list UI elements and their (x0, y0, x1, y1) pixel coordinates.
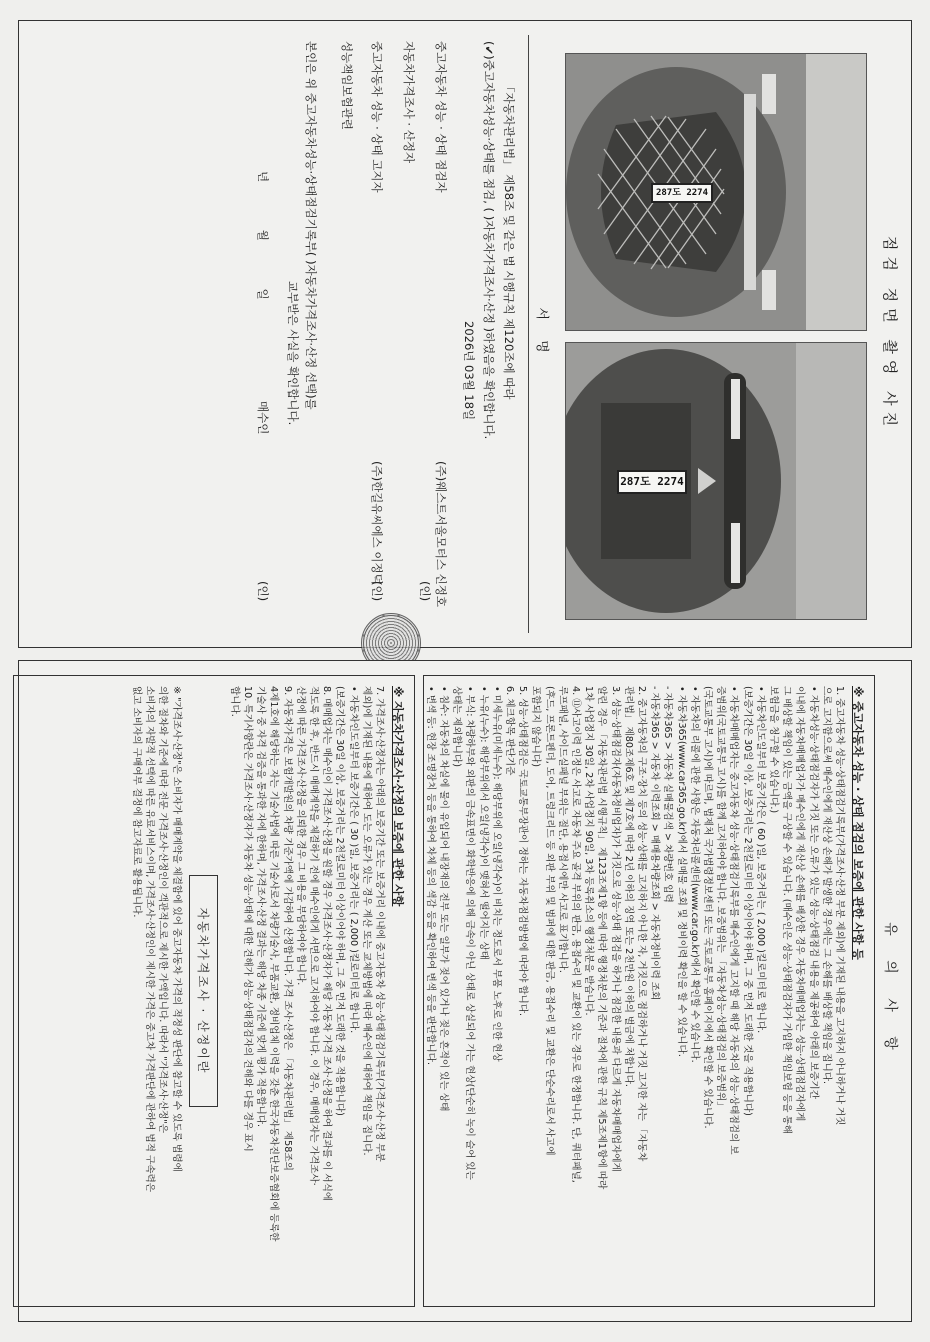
notice-title: 유 의 사 항 (882, 922, 898, 1060)
price-definition-body (130, 686, 183, 1296)
footer-lines-line: ※ "가격조사·산정"은 소비자가 매매계약을 체결함에 있어 중고자동차 가격의 적정성 판단에 참고할 수 있도록 법령에 (170, 686, 182, 1172)
license-plate-upper: 287도 2274 (651, 183, 713, 203)
section1-lines-line: 관리법」 제80조제6호 및 제7호에 따라 2년 이하의 징역 또는 2천만원 이하의 벌금에 처합니다. (622, 686, 634, 1087)
sign-date: 2026년 03월 18일 (462, 321, 476, 421)
front-photo-upper (565, 53, 867, 331)
footer-lines-line: 소비자의 자발적 선택에 따른 유료서비스이며, 가격조사·산정인이 제시한 가격은 중고차 가격판단에 관하여 법적 구속력은 (144, 686, 156, 1193)
section1-lines-line: 6. 체크항목 판단기준 (503, 686, 515, 776)
price-definition-banner: 자동차가격조사 · 산정이란 (189, 875, 218, 1107)
section1-lines-line: • 자동차365(www.car365.go.kr)에서 실매물 조회 및 정비이력 확인을 할 수 있습니다. (675, 686, 687, 1057)
role-inspector-mark: (인) (418, 581, 432, 602)
section1-lines-line: • 침수: 자동차의 차실에 물이 유입되어 내장재의 전부 또는 일부가 젖어 있거나 젖은 흔적이 있는 상태 (437, 686, 449, 1112)
section1-lines-line: • 미세누유(미세누수): 해당부위에 오일(냉각수)이 비치는 정도로서 부품 노후로 인한 현상 (490, 686, 502, 1062)
section1-lines-line: 이내에 자동차매매업자가 매수인에게 재산상 손해를 배상한 경우 자동차매매업자는 성능·상태점검자에게 (794, 686, 806, 1122)
role-inspector-name: (주)웨스트서울모터스 신정호 (434, 461, 448, 607)
section1-lines-line: 4. ⑪사고이력 인정은 사고로 자동차 주요 골격 부위의 판금, 용접수리 및 교환이 있는 경우로 한정합니다. 단, 쿼터패널, (569, 686, 581, 1183)
role-price-label: 자동차가격조사 · 산정자 (402, 41, 416, 164)
section1-lines-line: 루프패널, 사이드실패널 부위는 절단, 용접시에만 사고로 표기합니다. (556, 686, 568, 973)
warranty-notice-box (423, 675, 875, 1307)
section1-heading: ※ 중고자동차 성능 · 상태 점검의 보증에 관한 사항 등 (851, 686, 865, 960)
signature-heading: 서 명 (534, 307, 549, 361)
confirm-line-2: 교부받은 사실을 확인합니다. (286, 281, 300, 426)
notice-page (18, 660, 912, 1322)
role-notifier-name: (주)한길유씨에스 이정덕 (370, 461, 384, 585)
role-notifier-mark: (인) (370, 581, 384, 602)
section1-lines-line: (후드, 프론트펜더, 도어, 트렁크리드 등 외판 부위 및 범퍼에 대한 판금, 용접수리 및 교환은 단순수리로서 사고에 (543, 686, 555, 1156)
check-performance: (✔)중고자동차성능·상태를 점검, (482, 41, 496, 204)
car-front-image-2 (566, 343, 866, 619)
buyer-mark: (인) (256, 581, 270, 602)
photo-caption: 점검 정면 촬영 사진 (881, 235, 899, 433)
section1-lines-line: 그 배상할 책임이 있는 금액을 구상할 수 있습니다. (매수인은 성능·상태점검자가 가입한 책임보험 등을 통해 (781, 686, 793, 1134)
section1-lines-line: (보증기간은 30일 이상, 보증거리는 2천킬로미터 이상이어야 하며, 그 중 먼저 도래한 것을 적용합니다) (741, 686, 753, 1116)
section1-lines-line: • 자동차성능·상태점검자가 거짓 또는 오류가 있는 성능·상태점검 내용을 제공하여 아래의 보증기간 (807, 686, 819, 1099)
section1-lines-line: 증범위(국토교통부 고시)를 함께 고지하여야 합니다. 보증범위는 「자동차성능·상태점검의 보증범위」 (715, 686, 727, 1111)
section1-lines-line: 보험금을 청구할 수 있습니다.) (767, 686, 779, 814)
divider (528, 35, 529, 633)
section1-lines-line: 3. 성능·상태점검자(자동차정비업자)가 거짓으로 성능·상태 점검을 하거나 점검한 내용과 다르게 자동차매매업자에게 (609, 686, 621, 1172)
section1-lines-line: 1차 사업정지 30일, 2차 사업정지 90일, 3차 등록취소의 행정처분을 받습니다. (583, 686, 595, 1016)
section2-lines-line: 10. 특기사항란은 가격조사·산정자가 자동차 성능·상태에 대한 견해가 성능·상태점검자의 견해와 다를 경우 표시 (241, 686, 253, 1152)
signature-page (18, 20, 912, 648)
section2-lines-line: • 자동차인도일부터 보증기간은 ( 30 )일, 보증거리는 ( 2,000 )킬로미터로 합니다. (347, 686, 359, 1034)
price-notice-box (13, 675, 415, 1307)
section2-lines-line: 제외)에 기재된 내용에 대하여 도는 오류가 있는 경우 계산 또는 교체방법에 따라 매수인에 대하여 책임을 집니다. (360, 686, 372, 1156)
section1-lines-line: • 자동차의 리콜에 관한 사항은 자동차리콜센터(www.car.go.kr)에서 확인할 수 있습니다. (688, 686, 700, 1063)
section1-lines-line: • 자동차인도일부터 보증기간은 ( 60 )일, 보증거리는 ( 2,000 )킬로미터로 합니다. (754, 686, 766, 1034)
section1-lines-line: 5. 성능·상태점검은 국토교통부장관이 정하는 자동차점검방법에 따라야 합니다. (517, 686, 529, 1017)
section1-lines-line: 포함되지 않습니다) (530, 686, 542, 767)
section2-lines-line: 4제1호에 해당하는 자는 기술사법에 따른 기술사로서 차량기술사, 부품교환, 정비업체 이력을 갖춘 한국자동차진단보증협회에 등록한 (268, 686, 280, 1242)
section1-lines-line: • 자동차매매업자는 중고자동차 성능·상태점검기록부를 매수인에게 고지할 때 해당 자동차의 성능·상태점검의 보 (728, 686, 740, 1155)
check-suffix: )하였음을 확인합니다. (482, 327, 496, 440)
section1-lines-line: - 자동차365 > 자동차 실매물검색 > 차량번호 입력 (662, 686, 674, 903)
section1-lines-line: • 변색 등: 현장 조명장치 등을 통하여 차체 등의 색감 등을 확인하여 변색 등을 판단합니다. (424, 686, 436, 1065)
role-notifier-label: 중고자동차 성능 · 상태 고지자 (370, 41, 384, 193)
section1-lines-line: • 부식: 차량하부와 외판의 금속표면이 화학반응에 의해 금속이 아닌 상태로 상실되어 가는 현상(단순히 녹이 슬어 있는 (464, 686, 476, 1180)
confirm-line: 본인은 위 중고자동차성능·상태점검기록부( )자동차가격조사·산정 선택)를 (304, 41, 318, 410)
buyer-date: 년 월 일 (256, 171, 270, 322)
law-statement: 「자동차관리법」 제58조 및 같은 법 시행규칙 제120조에 따라 (502, 81, 516, 400)
section1-lines-line: 으로 고지함으로써 매수인에게 재산상 손해가 발생한 경우에는 그 손해를 배상할 책임을 집니다. (820, 686, 832, 1085)
section2-lines-line: 기술사 중 자격 검증을 통과한 자에 한하며, 가격조사·산정 결과는 해당 차종 기준에 맞게 평가 적용합니다. (255, 686, 267, 1128)
footer-lines-line: 없고 소비자의 구매여부 결정에 참고자료로 활용됩니다. (130, 686, 142, 918)
section1-lines-line: 상태는 제외합니다) (451, 686, 463, 767)
section2-body (228, 686, 386, 1296)
section1-lines-line: (국토교통부 고시)에 따르며, 법제처 국가법령정보센터 또는 국토교통부 홈페이지에서 확인할 수 있습니다. (701, 686, 713, 1129)
section1-lines-line: • 누유(누수): 해당부위에서 오일(냉각수)이 맺혀서 떨어지는 상태 (477, 686, 489, 960)
vehicle-photos (567, 53, 867, 618)
section2-lines-line: 산정에 따른 가격조사·산정을 의뢰한 경우 그 비용을 부담하여야 합니다. (294, 686, 306, 986)
section2-lines-line: 적도록 한 후, 반드시 매매계약을 체결하기 전에 매수인에게 서면으로 고지하여야 합니다. 이 경우, 매매업자는 가격조사· (307, 686, 319, 1186)
buyer-label: 매수인 (256, 401, 270, 435)
check-line (481, 41, 497, 439)
section1-lines-line: - 자동차365 > 자동차 이력조회 > 매매용차량조회 > 자동차정비이력 조회 (649, 686, 661, 1001)
role-insurance-label: 성능책임보험관련 (340, 41, 354, 130)
section1-lines-line: 알린 경우 「자동차관리법 시행규칙」 제123조제1항 등에 따라 행정처분의 기준과 절차에 관한 규칙 제5조제1항에 따라 (596, 686, 608, 1190)
license-plate-lower: 287도 2274 (617, 470, 687, 494)
section2-lines-line: 합니다. (228, 686, 240, 717)
front-photo-lower (565, 342, 867, 620)
section2-heading: ※ 자동차가격조사·산정의 보증에 관한 사항 (391, 686, 405, 907)
section1-body (424, 686, 847, 1296)
check-price: ( )자동차가격조사·산정 (482, 207, 496, 324)
footer-lines-line: 의한 절차와 기준에 따라 전문 가격조사·산정인이 객관적으로 제시한 가액입니다. 따라서 "가격조사·산정"은 (157, 686, 169, 1133)
section2-lines-line: 8. 매매업자는 매수인이 가격조사·산정을 원할 경우 가격조사·산정자가 해당 자동차 가격 조사·산정을 하여 결과를 이 서식에 (321, 686, 333, 1202)
section1-lines-line: 2. 중고자동차의 구조·장치 등의 성능·상태를 고지하지 아니한 자, 거짓으로 점검하거나 거짓 고지한 자는 「자동차 (635, 686, 647, 1162)
role-inspector-label: 중고자동차 성능 · 상태 점검자 (434, 41, 448, 193)
section1-lines-line: 1. 중고자동차 성능·상태점검기록부(가격조사·산정 부분 제외)에 기재된 내용을 고지하지 아니하거나 거짓 (834, 686, 845, 1126)
section2-lines-line: 7. 가격조사·산정자는 아래의 보증기간 또는 보증거리 이내에 중고자동차 성능·상태점검기록부(가격조사·산정 부분 (374, 686, 385, 1162)
section2-lines-line: 9. 자동차가격은 보험개발원의 차량 기준가액에 가감하여 산정합니다. 가격 조사·산정은 「자동차관리법」 제58조의 (281, 686, 293, 1171)
car-front-image (566, 54, 866, 330)
section2-lines-line: (보증기간은 30일 이상, 보증거리는 2천킬로미터 이상이어야 하며, 그 중 먼저 도래한 것을 적용합니다) (334, 686, 346, 1116)
